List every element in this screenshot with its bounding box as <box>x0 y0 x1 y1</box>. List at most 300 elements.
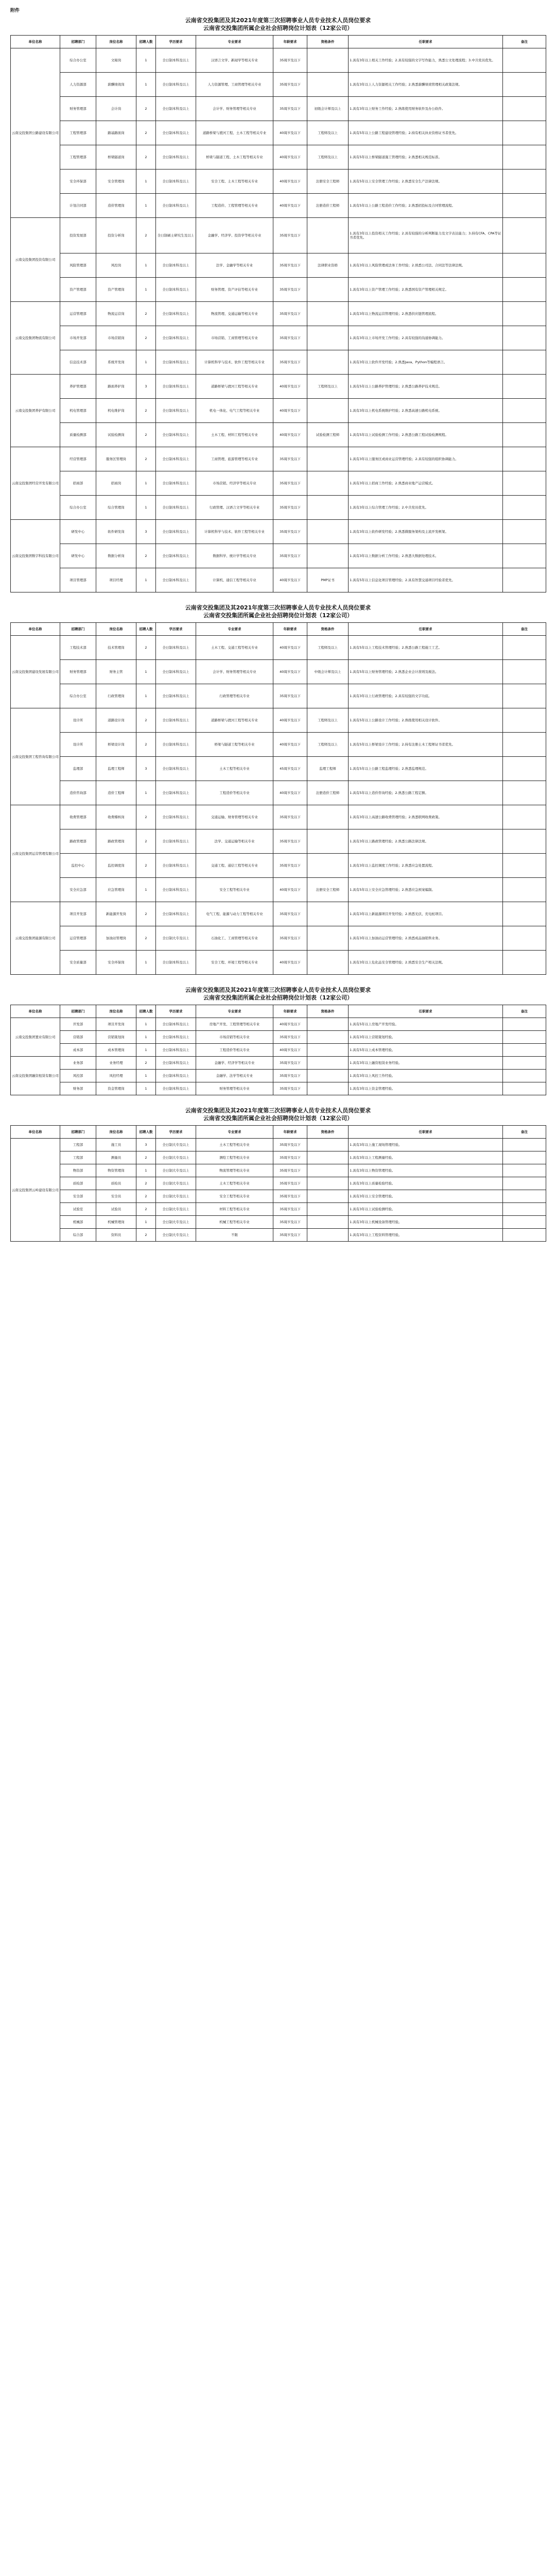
cell-count: 3 <box>136 375 156 399</box>
table-row <box>11 902 546 926</box>
cell-dept: 安全环保部 <box>60 170 96 194</box>
cell-edu: 全日制本科及以上 <box>156 902 196 926</box>
cell-post: 市场营销岗 <box>96 326 136 350</box>
table-row <box>11 951 546 975</box>
column-header: 资格条件 <box>307 1126 349 1139</box>
cell-edu: 全日制本科及以上 <box>156 375 196 399</box>
cell-count: 2 <box>136 926 156 951</box>
cell-cert <box>307 1177 349 1190</box>
table-row <box>11 1082 546 1095</box>
table-row <box>11 97 546 121</box>
cell-cert <box>307 520 349 544</box>
cell-age: 40周岁及以下 <box>273 399 307 423</box>
cell-age: 40周岁及以下 <box>273 660 307 684</box>
cell-note <box>503 1151 546 1164</box>
cell-count: 2 <box>136 708 156 733</box>
cell-unit: 云南交投集团能源有限公司 <box>11 902 60 975</box>
cell-count: 1 <box>136 48 156 73</box>
cell-note <box>503 218 546 253</box>
cell-unit: 云南交投集团工程咨询有限公司 <box>11 708 60 805</box>
cell-cert <box>307 399 349 423</box>
cell-post: 造价管理岗 <box>96 194 136 218</box>
cell-age: 40周岁及以下 <box>273 878 307 902</box>
section-title: 云南省交投集团及其2021年度第三次招聘事业人员专业技术人员岗位要求 云南省交投集团所属企业社会招聘岗位计划表（12家公司） <box>185 604 371 619</box>
cell-count: 1 <box>136 1082 156 1095</box>
cell-age: 35周岁及以下 <box>273 1031 307 1044</box>
cell-req: 1.具有3年以上财务工作经验；2.熟练使用财务软件及办公软件。 <box>349 97 503 121</box>
cell-count: 1 <box>136 471 156 496</box>
cell-cert <box>307 1070 349 1082</box>
cell-count: 1 <box>136 781 156 805</box>
cell-major: 工商管理、旅游管理等相关专业 <box>196 447 273 471</box>
cell-cert <box>307 447 349 471</box>
cell-req: 1.具有5年以上造价咨询经验；2.熟悉公路工程定额。 <box>349 781 503 805</box>
cell-count: 2 <box>136 1229 156 1242</box>
cell-post: 造价工程师 <box>96 781 136 805</box>
cell-note <box>503 1229 546 1242</box>
cell-req: 1.具有5年以上公路设计工作经验；2.熟练使用相关设计软件。 <box>349 708 503 733</box>
cell-edu: 全日制本科及以上 <box>156 520 196 544</box>
cell-note <box>503 1203 546 1216</box>
cell-dept: 造价咨询部 <box>60 781 96 805</box>
cell-age: 35周岁及以下 <box>273 73 307 97</box>
cell-count: 2 <box>136 733 156 757</box>
cell-major: 道路桥梁与渡河工程等相关专业 <box>196 708 273 733</box>
cell-major: 机电一体化、电气工程等相关专业 <box>196 399 273 423</box>
cell-major: 汉语言文学、新闻学等相关专业 <box>196 48 273 73</box>
cell-edu: 全日制本科及以上 <box>156 423 196 447</box>
cell-req: 1.具有3年以上投资相关工作经验；2.具有较强的分析判断能力及文字表达能力；3.持有CFA、CPA等证书者优先。 <box>349 218 503 253</box>
cell-req: 1.具有3年以上行政管理经验；2.具有较强的文字功底。 <box>349 684 503 708</box>
cell-dept: 成本部 <box>60 1044 96 1057</box>
cell-dept: 计划合同部 <box>60 194 96 218</box>
cell-note <box>503 636 546 660</box>
cell-post: 监理工程师 <box>96 757 136 781</box>
cell-post: 技术管理岗 <box>96 636 136 660</box>
cell-cert: 工程师及以上 <box>307 636 349 660</box>
cell-dept: 工程技术部 <box>60 636 96 660</box>
cell-count: 1 <box>136 1070 156 1082</box>
cell-dept: 机电管理部 <box>60 399 96 423</box>
cell-cert <box>307 1082 349 1095</box>
cell-req: 1.具有3年以上综合管理工作经验；2.中共党员优先。 <box>349 496 503 520</box>
cell-count: 2 <box>136 1151 156 1164</box>
cell-cert <box>307 218 349 253</box>
cell-cert <box>307 1018 349 1031</box>
cell-edu: 全日制本科及以上 <box>156 48 196 73</box>
cell-cert: 注册安全工程师 <box>307 170 349 194</box>
cell-dept: 综合办公室 <box>60 48 96 73</box>
cell-post: 招商岗 <box>96 471 136 496</box>
table-row <box>11 326 546 350</box>
cell-major: 材料工程等相关专业 <box>196 1203 273 1216</box>
cell-major: 工程造价等相关专业 <box>196 1044 273 1057</box>
cell-age: 40周岁及以下 <box>273 194 307 218</box>
cell-unit: 云南交投集团公路建设有限公司 <box>11 48 60 218</box>
cell-post: 收费稽核岗 <box>96 805 136 829</box>
column-header: 年龄要求 <box>273 623 307 636</box>
cell-cert: 工程师及以上 <box>307 375 349 399</box>
cell-count: 2 <box>136 829 156 854</box>
cell-age: 35周岁及以下 <box>273 278 307 302</box>
cell-edu: 全日制大专及以上 <box>156 1190 196 1203</box>
table-row <box>11 733 546 757</box>
cell-req: 1.具有5年以上桥梁隧道施工管理经验；2.熟悉相关规范标准。 <box>349 145 503 170</box>
cell-req: 1.具有3年以上服务区或商业运营管理经验；2.具有较强的组织协调能力。 <box>349 447 503 471</box>
positions-table <box>10 1125 546 1242</box>
cell-age: 35周岁及以下 <box>273 1151 307 1164</box>
cell-dept: 资产管理部 <box>60 278 96 302</box>
table-row <box>11 145 546 170</box>
cell-edu: 全日制本科及以上 <box>156 253 196 278</box>
cell-note <box>503 805 546 829</box>
cell-cert: 法律职业资格 <box>307 253 349 278</box>
cell-edu: 全日制本科及以上 <box>156 194 196 218</box>
cell-count: 1 <box>136 350 156 375</box>
cell-post: 风控岗 <box>96 253 136 278</box>
cell-dept: 人力资源部 <box>60 73 96 97</box>
cell-age: 35周岁及以下 <box>273 520 307 544</box>
cell-post: 业务经理 <box>96 1057 136 1070</box>
cell-major: 市场营销、经济学等相关专业 <box>196 471 273 496</box>
cell-count: 1 <box>136 194 156 218</box>
cell-edu: 全日制本科及以上 <box>156 660 196 684</box>
cell-age: 35周岁及以下 <box>273 1082 307 1095</box>
cell-note <box>503 568 546 592</box>
table-row <box>11 253 546 278</box>
cell-note <box>503 471 546 496</box>
cell-edu: 全日制本科及以上 <box>156 951 196 975</box>
cell-note <box>503 145 546 170</box>
cell-cert <box>307 854 349 878</box>
cell-count: 1 <box>136 170 156 194</box>
cell-post: 系统开发岗 <box>96 350 136 375</box>
cell-age: 35周岁及以下 <box>273 447 307 471</box>
cell-dept: 工程管理部 <box>60 121 96 145</box>
cell-edu: 全日制大专及以上 <box>156 926 196 951</box>
cell-post: 资料员 <box>96 1229 136 1242</box>
column-header: 岗位名称 <box>96 1005 136 1018</box>
cell-note <box>503 1216 546 1229</box>
table-row <box>11 1031 546 1044</box>
cell-post: 加油站管理岗 <box>96 926 136 951</box>
cell-major: 土木工程等相关专业 <box>196 1177 273 1190</box>
cell-cert <box>307 1044 349 1057</box>
cell-count: 1 <box>136 73 156 97</box>
cell-cert <box>307 326 349 350</box>
cell-req: 1.具有3年以上机电系统维护经验；2.熟悉高速公路机电系统。 <box>349 399 503 423</box>
cell-major: 安全工程等相关专业 <box>196 878 273 902</box>
cell-age: 35周岁及以下 <box>273 1070 307 1082</box>
cell-edu: 全日制大专及以上 <box>156 1139 196 1151</box>
cell-edu: 全日制本科及以上 <box>156 878 196 902</box>
cell-major: 桥梁与隧道工程、土木工程等相关专业 <box>196 145 273 170</box>
cell-req: 1.具有5年以上公路养护管理经验；2.熟悉公路养护技术规范。 <box>349 375 503 399</box>
cell-cert: 中级会计师及以上 <box>307 660 349 684</box>
cell-post: 成本管理岗 <box>96 1044 136 1057</box>
cell-note <box>503 781 546 805</box>
cell-cert <box>307 350 349 375</box>
table-row <box>11 878 546 902</box>
cell-edu: 全日制本科及以上 <box>156 636 196 660</box>
cell-major: 数据科学、统计学等相关专业 <box>196 544 273 568</box>
cell-edu: 全日制本科及以上 <box>156 1082 196 1095</box>
cell-post: 软件研发岗 <box>96 520 136 544</box>
cell-note <box>503 926 546 951</box>
cell-age: 40周岁及以下 <box>273 636 307 660</box>
cell-post: 监控调度岗 <box>96 854 136 878</box>
cell-dept: 安全质量部 <box>60 951 96 975</box>
cell-dept: 财务管理部 <box>60 660 96 684</box>
cell-age: 40周岁及以下 <box>273 375 307 399</box>
column-header: 招聘人数 <box>136 623 156 636</box>
cell-cert <box>307 1139 349 1151</box>
cell-cert <box>307 926 349 951</box>
cell-major: 会计学、财务管理等相关专业 <box>196 660 273 684</box>
cell-age: 35周岁及以下 <box>273 926 307 951</box>
cell-age: 40周岁及以下 <box>273 781 307 805</box>
cell-edu: 全日制本科及以上 <box>156 544 196 568</box>
cell-major: 安全工程等相关专业 <box>196 1190 273 1203</box>
cell-unit: 云南交投集团运营管理有限公司 <box>11 805 60 902</box>
cell-dept: 工程管理部 <box>60 145 96 170</box>
sections-container <box>10 14 546 1242</box>
cell-major: 市场营销、工商管理等相关专业 <box>196 326 273 350</box>
cell-note <box>503 708 546 733</box>
cell-dept: 开发部 <box>60 1018 96 1031</box>
column-header: 专业要求 <box>196 623 273 636</box>
table-row <box>11 1139 546 1151</box>
cell-edu: 全日制本科及以上 <box>156 170 196 194</box>
column-header: 学历要求 <box>156 1005 196 1018</box>
cell-edu: 全日制本科及以上 <box>156 854 196 878</box>
table-row <box>11 1070 546 1082</box>
cell-count: 2 <box>136 218 156 253</box>
cell-age: 40周岁及以下 <box>273 568 307 592</box>
table-row <box>11 496 546 520</box>
cell-count: 1 <box>136 278 156 302</box>
cell-cert: PMP证书 <box>307 568 349 592</box>
cell-note <box>503 73 546 97</box>
cell-age: 35周岁及以下 <box>273 1190 307 1203</box>
table-header-row <box>11 623 546 636</box>
cell-dept: 机械部 <box>60 1216 96 1229</box>
cell-edu: 全日制本科及以上 <box>156 1031 196 1044</box>
table-row <box>11 471 546 496</box>
section <box>10 984 546 1095</box>
table-row <box>11 636 546 660</box>
cell-edu: 全日制本科及以上 <box>156 447 196 471</box>
cell-age: 40周岁及以下 <box>273 423 307 447</box>
cell-post: 质检员 <box>96 1177 136 1190</box>
cell-major: 法学、交通运输等相关专业 <box>196 829 273 854</box>
document <box>10 7 546 1251</box>
table-row <box>11 684 546 708</box>
cell-post: 资金管理岗 <box>96 1082 136 1095</box>
table-header-row <box>11 36 546 48</box>
cell-note <box>503 733 546 757</box>
cell-count: 2 <box>136 854 156 878</box>
cell-cert: 监理工程师 <box>307 757 349 781</box>
cell-req: 1.具有3年以上试验检测经验。 <box>349 1203 503 1216</box>
cell-edu: 全日制本科及以上 <box>156 1057 196 1070</box>
cell-req: 1.具有3年以上危化品安全管理经验；2.熟悉安全生产相关法规。 <box>349 951 503 975</box>
cell-req: 1.具有3年以上相关工作经验；2.具有较强的文字写作能力，熟悉公文处理流程；3.中共党员优先。 <box>349 48 503 73</box>
column-header: 任职要求 <box>349 1005 503 1018</box>
cell-dept: 设计所 <box>60 708 96 733</box>
cell-major: 物流管理、交通运输等相关专业 <box>196 302 273 326</box>
cell-major: 工程造价、工程管理等相关专业 <box>196 194 273 218</box>
cell-post: 施工员 <box>96 1139 136 1151</box>
cell-major: 桥梁与隧道工程等相关专业 <box>196 733 273 757</box>
cell-count: 1 <box>136 1031 156 1044</box>
cell-req: 1.具有3年以上市场开发工作经验；2.具有较强的沟通协调能力。 <box>349 326 503 350</box>
cell-cert: 工程师及以上 <box>307 145 349 170</box>
cell-note <box>503 302 546 326</box>
table-row <box>11 805 546 829</box>
cell-major: 土木工程、材料工程等相关专业 <box>196 423 273 447</box>
table-row <box>11 708 546 733</box>
cell-req: 1.具有3年以上物流运营管理经验；2.熟悉供应链管理流程。 <box>349 302 503 326</box>
cell-post: 文秘岗 <box>96 48 136 73</box>
cell-age: 35周岁及以下 <box>273 218 307 253</box>
cell-note <box>503 447 546 471</box>
cell-count: 2 <box>136 1203 156 1216</box>
cell-cert <box>307 1216 349 1229</box>
column-header: 单位名称 <box>11 1005 60 1018</box>
cell-dept: 研发中心 <box>60 520 96 544</box>
table-row <box>11 757 546 781</box>
table-row <box>11 350 546 375</box>
table-row <box>11 781 546 805</box>
cell-edu: 全日制大专及以上 <box>156 1203 196 1216</box>
cell-major: 石油化工、工商管理等相关专业 <box>196 926 273 951</box>
cell-cert <box>307 302 349 326</box>
cell-major: 计算机科学与技术、软件工程等相关专业 <box>196 350 273 375</box>
cell-req: 1.具有3年以上高速公路收费管理经验；2.熟悉联网收费政策。 <box>349 805 503 829</box>
cell-post: 桥梁设计岗 <box>96 733 136 757</box>
cell-post: 服务区管理岗 <box>96 447 136 471</box>
cell-edu: 全日制本科及以上 <box>156 278 196 302</box>
table-row <box>11 1203 546 1216</box>
cell-major: 安全工程、土木工程等相关专业 <box>196 170 273 194</box>
cell-dept: 综合部 <box>60 1229 96 1242</box>
column-header: 备注 <box>503 1005 546 1018</box>
cell-req: 1.具有5年以上安全应急管理经验；2.熟悉应急预案编制。 <box>349 878 503 902</box>
cell-count: 1 <box>136 568 156 592</box>
cell-cert <box>307 1151 349 1164</box>
cell-edu: 全日制本科及以上 <box>156 496 196 520</box>
cell-age: 40周岁及以下 <box>273 121 307 145</box>
cell-req: 1.具有3年以上资产管理工作经验；2.熟悉国有资产管理相关规定。 <box>349 278 503 302</box>
cell-post: 会计岗 <box>96 97 136 121</box>
cell-note <box>503 757 546 781</box>
cell-age: 35周岁及以下 <box>273 1164 307 1177</box>
cell-major: 金融学、经济学等相关专业 <box>196 1057 273 1070</box>
cell-dept: 设计所 <box>60 733 96 757</box>
column-header: 单位名称 <box>11 623 60 636</box>
table-header-row <box>11 1005 546 1018</box>
column-header: 学历要求 <box>156 623 196 636</box>
cell-req: 1.具有3年以上数据分析工作经验；2.熟悉大数据处理技术。 <box>349 544 503 568</box>
cell-cert <box>307 1031 349 1044</box>
section-title: 云南省交投集团及其2021年度第三次招聘事业人员专业技术人员岗位要求 云南省交投集团所属企业社会招聘岗位计划表（12家公司） <box>185 1107 371 1122</box>
cell-req: 1.具有3年以上施工现场管理经验。 <box>349 1139 503 1151</box>
cell-edu: 全日制本科及以上 <box>156 97 196 121</box>
cell-note <box>503 660 546 684</box>
table-row <box>11 1190 546 1203</box>
cell-dept: 风险管理部 <box>60 253 96 278</box>
cell-note <box>503 496 546 520</box>
cell-note <box>503 326 546 350</box>
table-row <box>11 1164 546 1177</box>
cell-note <box>503 350 546 375</box>
cell-cert: 注册造价工程师 <box>307 194 349 218</box>
cell-edu: 全日制本科及以上 <box>156 399 196 423</box>
positions-table <box>10 622 546 975</box>
table-row <box>11 302 546 326</box>
cell-dept: 安全部 <box>60 1190 96 1203</box>
cell-note <box>503 854 546 878</box>
cell-dept: 质检部 <box>60 1177 96 1190</box>
cell-note <box>503 48 546 73</box>
cell-major: 电气工程、能源与动力工程等相关专业 <box>196 902 273 926</box>
column-header: 年龄要求 <box>273 1005 307 1018</box>
cell-count: 2 <box>136 1190 156 1203</box>
cell-note <box>503 97 546 121</box>
cell-dept: 综合办公室 <box>60 496 96 520</box>
cell-note <box>503 423 546 447</box>
column-header: 资格条件 <box>307 1005 349 1018</box>
cell-age: 35周岁及以下 <box>273 48 307 73</box>
cell-req: 1.具有3年以上监控调度工作经验；2.熟悉应急处置流程。 <box>349 854 503 878</box>
cell-major: 财务管理、资产评估等相关专业 <box>196 278 273 302</box>
cell-edu: 全日制本科及以上 <box>156 145 196 170</box>
cell-count: 2 <box>136 302 156 326</box>
cell-dept: 项目管理部 <box>60 568 96 592</box>
cell-post: 机械管理岗 <box>96 1216 136 1229</box>
cell-count: 2 <box>136 97 156 121</box>
cell-note <box>503 375 546 399</box>
cell-edu: 全日制本科及以上 <box>156 121 196 145</box>
cell-count: 1 <box>136 1216 156 1229</box>
cell-req: 1.具有3年以上融资租赁业务经验。 <box>349 1057 503 1070</box>
cell-edu: 全日制本科及以上 <box>156 781 196 805</box>
column-header: 学历要求 <box>156 36 196 48</box>
cell-note <box>503 1031 546 1044</box>
cell-post: 项目经理 <box>96 568 136 592</box>
cell-post: 应急管理岗 <box>96 878 136 902</box>
cell-count: 1 <box>136 496 156 520</box>
cell-count: 2 <box>136 121 156 145</box>
cell-major: 金融学、法学等相关专业 <box>196 1070 273 1082</box>
table-row <box>11 48 546 73</box>
cell-dept: 物资部 <box>60 1164 96 1177</box>
table-row <box>11 399 546 423</box>
cell-req: 1.具有5年以上安全管理工作经验；2.熟悉安全生产法律法规。 <box>349 170 503 194</box>
cell-post: 路政管理岗 <box>96 829 136 854</box>
cell-req: 1.具有3年以上新能源项目开发经验；2.熟悉光伏、充电桩项目。 <box>349 902 503 926</box>
cell-post: 道路设计岗 <box>96 708 136 733</box>
cell-age: 35周岁及以下 <box>273 805 307 829</box>
cell-post: 安全管理岗 <box>96 170 136 194</box>
cell-count: 2 <box>136 399 156 423</box>
cell-major: 工程造价等相关专业 <box>196 781 273 805</box>
cell-major: 安全工程、环境工程等相关专业 <box>196 951 273 975</box>
cell-req: 1.具有5年以上成本管理经验。 <box>349 1044 503 1057</box>
cell-cert: 注册安全工程师 <box>307 878 349 902</box>
table-row <box>11 854 546 878</box>
